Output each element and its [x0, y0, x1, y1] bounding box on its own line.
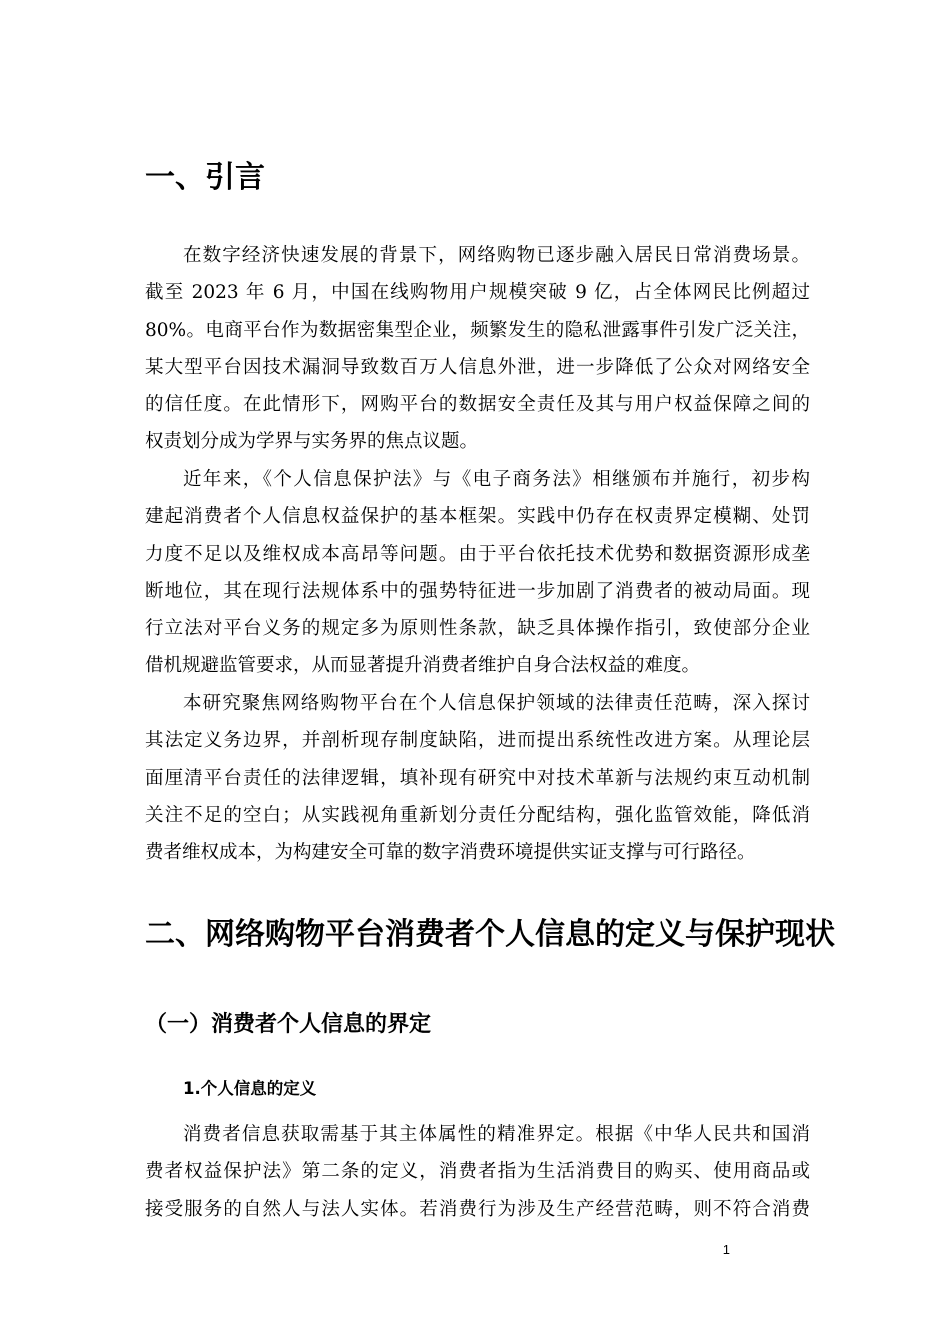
text-line: 借机规避监管要求，从而显著提升消费者维护自身合法权益的难度。 [145, 655, 701, 677]
text-line: 80%。电商平台作为数据密集型企业，频繁发生的隐私泄露事件引发广泛关注， [145, 319, 810, 341]
section-heading-introduction: 一、引言 [145, 160, 265, 195]
text-line: 截至 2023 年 6 月，中国在线购物用户规模突破 9 亿，占全体网民比例超过 [145, 282, 810, 304]
text-line: 在数字经济快速发展的背景下，网络购物已逐步融入居民日常消费场景。 [183, 245, 810, 266]
text-line: 的信任度。在此情形下，网购平台的数据安全责任及其与用户权益保障之间的 [145, 394, 810, 416]
text-line: 力度不足以及维权成本高昂等问题。由于平台依托技术优势和数据资源形成垄 [145, 543, 810, 565]
subsection-heading: （一）消费者个人信息的界定 [145, 1012, 432, 1037]
text-line: 其法定义务边界，并剖析现存制度缺陷，进而提出系统性改进方案。从理论层 [145, 730, 810, 752]
paragraph-intro-2 [145, 461, 810, 685]
text-line: 权责划分成为学界与实务界的焦点议题。 [145, 431, 479, 453]
text-line: 关注不足的空白；从实践视角重新划分责任分配结构，强化监管效能，降低消 [145, 804, 810, 826]
text-line: 面厘清平台责任的法律逻辑，填补现有研究中对技术革新与法规约束互动机制 [145, 767, 810, 789]
text-line: 建起消费者个人信息权益保护的基本框架。实践中仍存在权责界定模糊、处罚 [145, 506, 810, 528]
text-line: 费者权益保护法》第二条的定义，消费者指为生活消费目的购买、使用商品或 [145, 1161, 810, 1183]
text-line: 某大型平台因技术漏洞导致数百万人信息外泄，进一步降低了公众对网络安全 [145, 356, 810, 378]
subsubsection-heading: 1.个人信息的定义 [183, 1079, 317, 1098]
page-number: 1 [722, 1242, 730, 1257]
text-line: 近年来，《个人信息保护法》与《电子商务法》相继颁布并施行，初步构 [183, 469, 810, 490]
paragraph-intro-3 [145, 685, 810, 871]
text-line: 本研究聚焦网络购物平台在个人信息保护领域的法律责任范畴，深入探讨 [183, 693, 810, 714]
paragraph-definition [145, 1116, 810, 1228]
text-line: 消费者信息获取需基于其主体属性的精准界定。根据《中华人民共和国消 [183, 1124, 810, 1145]
section-heading-definition-status: 二、网络购物平台消费者个人信息的定义与保护现状 [145, 917, 835, 952]
text-line: 行立法对平台义务的规定多为原则性条款，缺乏具体操作指引，致使部分企业 [145, 618, 810, 640]
paragraph-intro-1 [145, 237, 810, 461]
text-line: 接受服务的自然人与法人实体。若消费行为涉及生产经营范畴，则不符合消费 [145, 1198, 810, 1220]
text-line: 断地位，其在现行法规体系中的强势特征进一步加剧了消费者的被动局面。现 [145, 580, 810, 602]
text-line: 费者维权成本，为构建安全可靠的数字消费环境提供实证支撑与可行路径。 [145, 842, 756, 864]
